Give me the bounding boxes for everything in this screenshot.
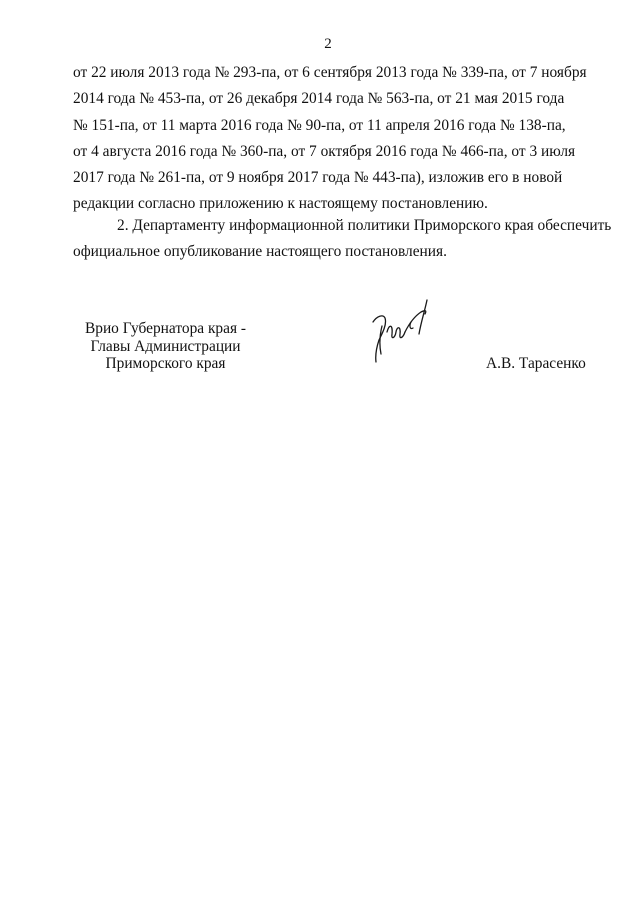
text-line: редакции согласно приложению к настоящему постановлению. [73, 195, 488, 213]
text-line: от 4 августа 2016 года № 360-па, от 7 октября 2016 года № 466-па, от 3 июля [73, 142, 576, 160]
text-line: от 22 июля 2013 года № 293-па, от 6 сентября 2013 года № 339-па, от 7 ноября [73, 64, 587, 81]
signer-title-line: Приморского края [105, 355, 226, 372]
handwritten-signature [365, 288, 445, 368]
text-line: 2. Департаменту информационной политики Приморского края обеспечить [117, 217, 612, 234]
signer-title [73, 320, 258, 373]
text-line: 2014 года № 453-па, от 26 декабря 2014 года № 563-па, от 21 мая 2015 года [73, 90, 565, 108]
text-line: № 151-па, от 11 марта 2016 года № 90-па, от 11 апреля 2016 года № 138-па, [73, 116, 566, 134]
signer-name: А.В. Тарасенко [486, 355, 586, 372]
paragraph-amendment-list [73, 60, 588, 218]
paragraph-publication-order [73, 213, 612, 266]
text-line: официальное опубликование настоящего постановления. [73, 243, 447, 261]
signer-title-line: Главы Администрации [90, 337, 241, 355]
signer-title-line: Врио Губернатора края - [84, 320, 246, 337]
text-line: 2017 года № 261-па, от 9 ноября 2017 года № 443-па), изложив его в новой [73, 169, 563, 187]
page-number: 2 [324, 36, 332, 52]
